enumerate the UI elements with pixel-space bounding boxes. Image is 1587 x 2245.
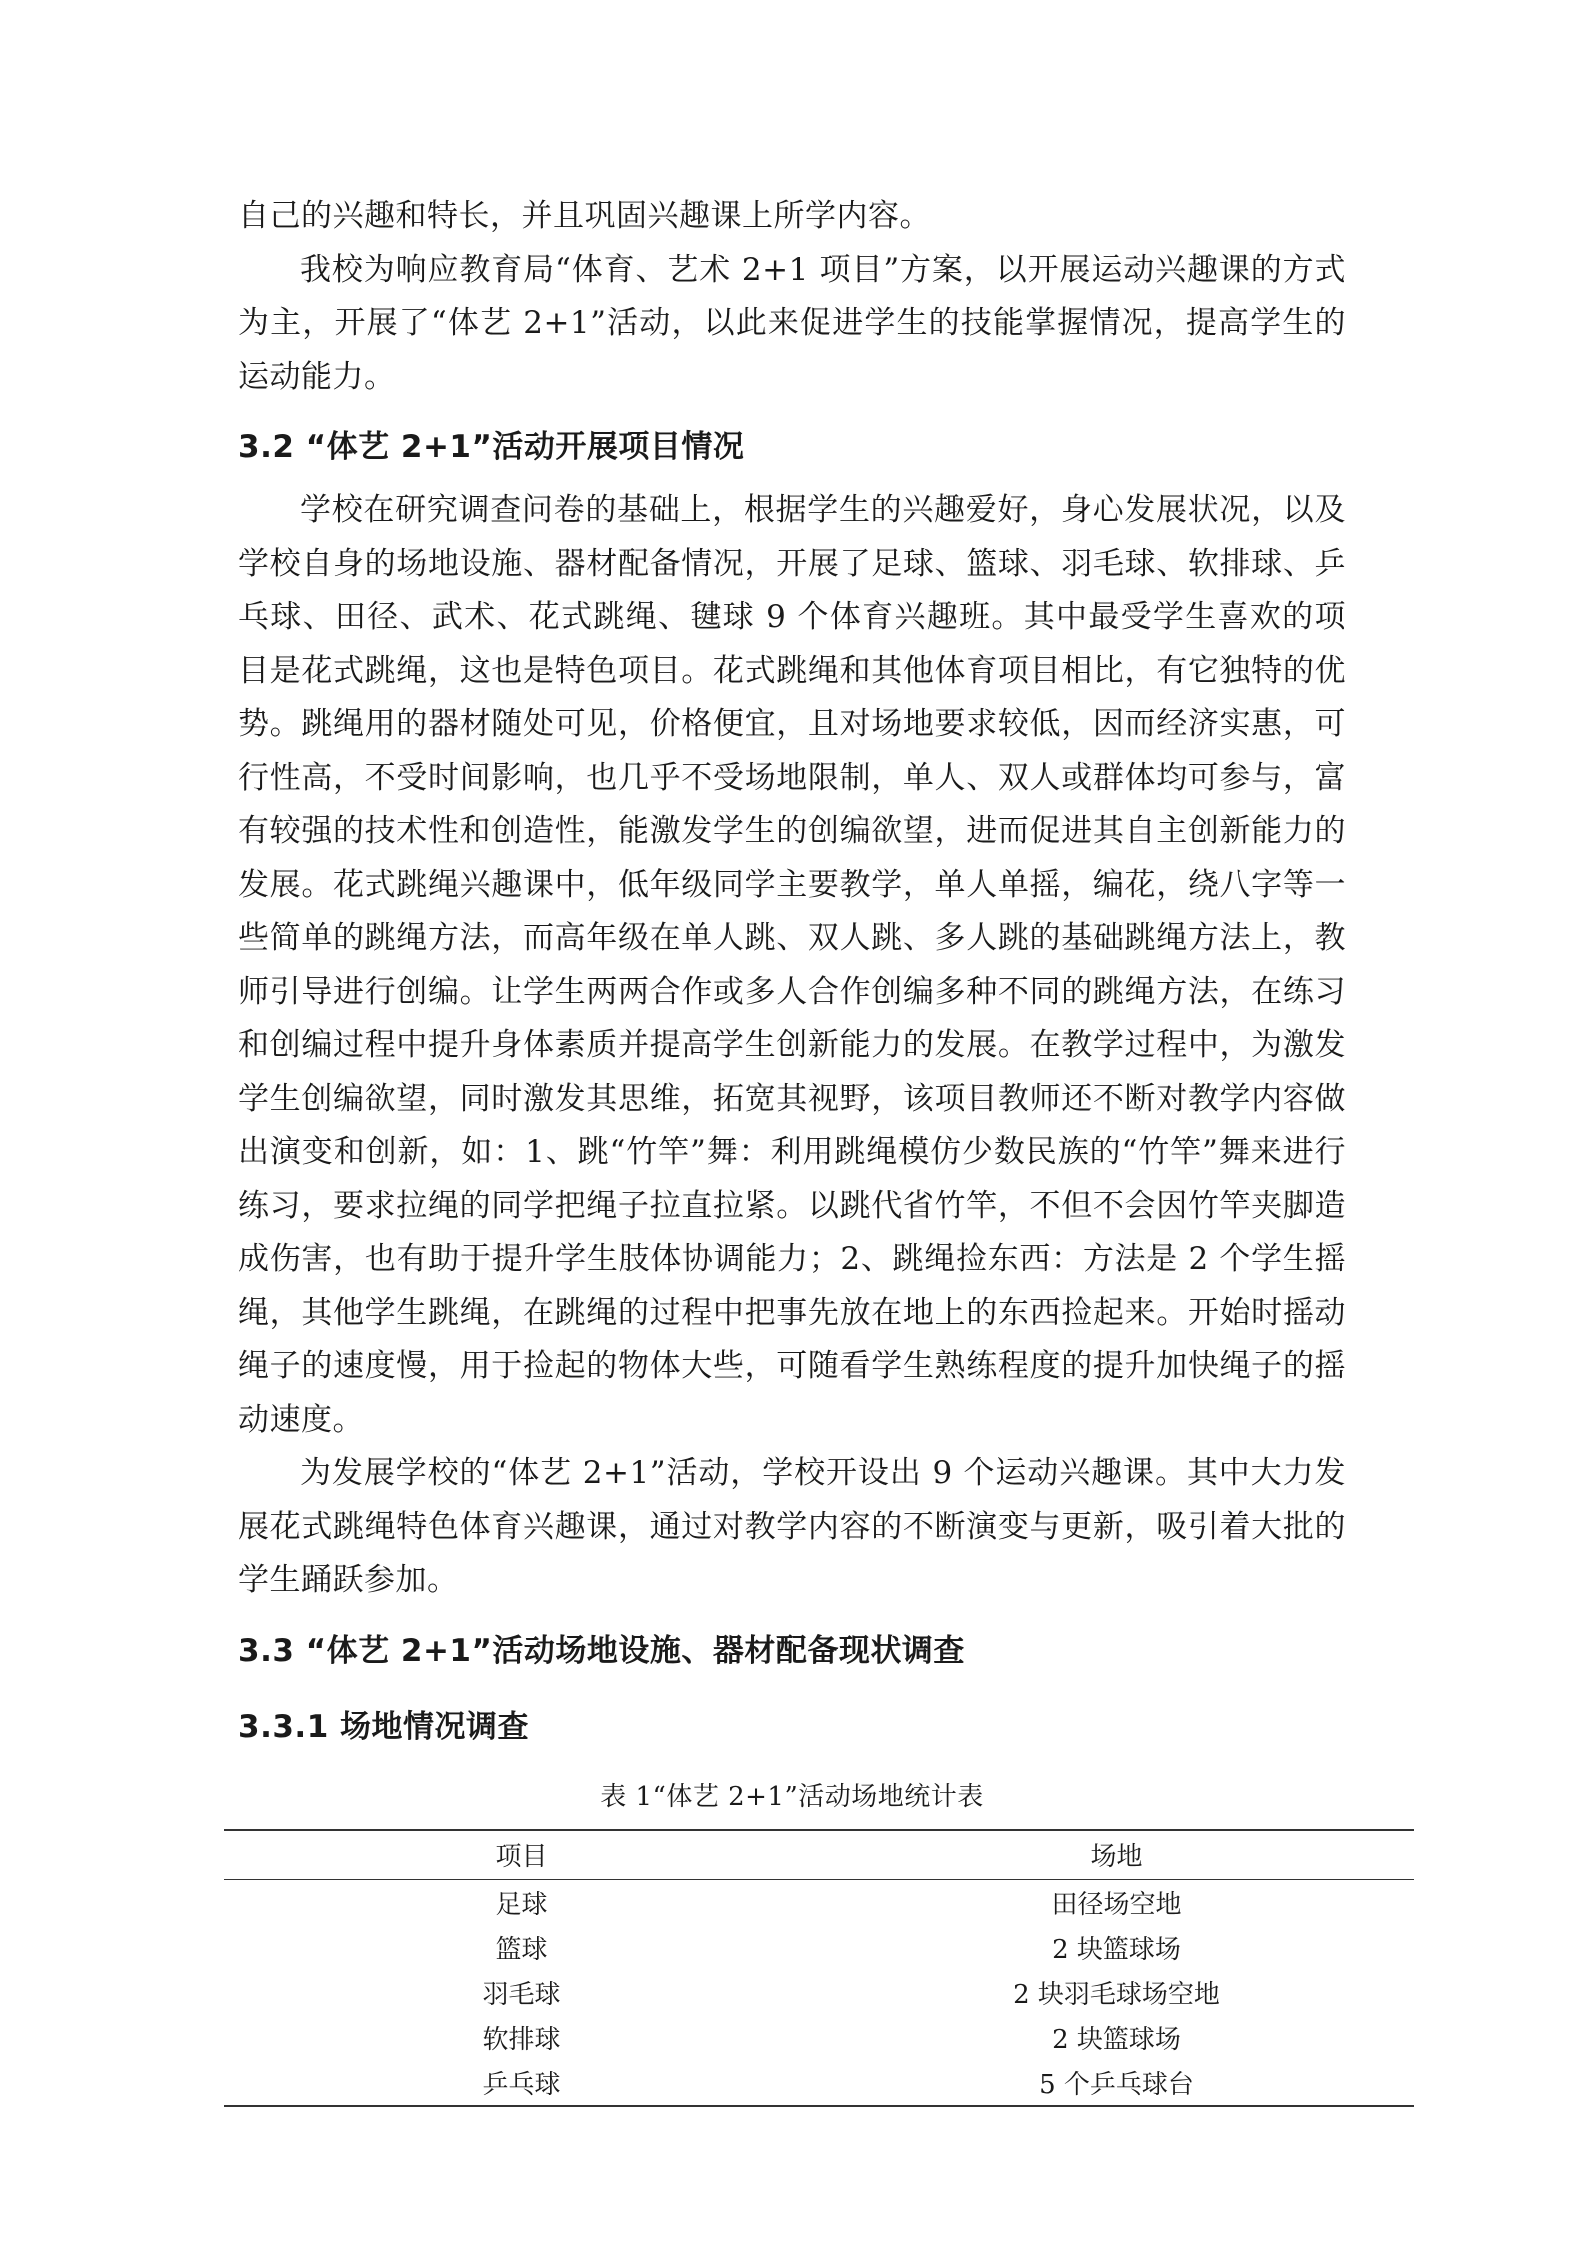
venue-table (224, 1829, 1414, 2107)
table-cell-project: 乒乓球 (482, 2069, 561, 2100)
paragraph-program-response: 我校为响应教育局“体育、艺术 2+1 项目”方案，以开展运动兴趣课的方式为主，开展了“体艺 2+1”活动，以此来促进学生的技能掌握情况，提高学生的运动能力。 (238, 251, 1346, 395)
column-header-venue: 场地 (819, 1830, 1414, 1880)
paragraph-project-details: 学校在研究调查问卷的基础上，根据学生的兴趣爱好，身心发展状况，以及学校自身的场地设施、器材配备情况，开展了足球、篮球、羽毛球、软排球、乒乓球、田径、武术、花式跳绳、毽球 9 个体育兴趣班。其中最受学生喜欢的项目是花式跳绳，这也是特色项目。花式跳绳和其他体育项目相比，有它独特的优势。跳绳用的器材随处可见，价格便宜，且对场地要求较低，因而经济实惠，可行性高，不受时间影响，也几乎不受场地限制，单人、双人或群体均可参与，富有较强的技术性和创造性，能激发学生的创编欲望，进而促进其自主创新能力的发展。花式跳绳兴趣课中，低年级同学主要教学，单人单摇，编花，绕八字等一些简单的跳绳方法，而高年级在单人跳、双人跳、多人跳的基础跳绳方法上，教师引导进行创编。让学生两两合作或多人合作创编多种不同的跳绳方法，在练习和创编过程中提升身体素质并提高学生创新能力的发展。在教学过程中，为激发学生创编欲望，同时激发其思维，拓宽其视野，该项目教师还不断对教学内容做出演变和创新，如：1、跳“竹竿”舞：利用跳绳模仿少数民族的“竹竿”舞来进行练习，要求拉绳的同学把绳子拉直拉紧。以跳代省竹竿，不但不会因竹竿夹脚造成伤害，也有助于提升学生肢体协调能力；2、跳绳捡东西：方法是 2 个学生摇绳，其他学生跳绳，在跳绳的过程中把事先放在地上的东西捡起来。开始时摇动绳子的速度慢，用于捡起的物体大些，可随看学生熟练程度的提升加快绳子的摇动速度。 (238, 492, 1346, 1438)
table-cell-venue: 5 个乒乓球台 (1039, 2069, 1194, 2100)
table-cell-venue: 2 块篮球场 (1052, 2024, 1181, 2055)
document-page (238, 190, 1346, 2107)
paragraph-development: 为发展学校的“体艺 2+1”活动，学校开设出 9 个运动兴趣课。其中大力发展花式跳绳特色体育兴趣课，通过对教学内容的不断演变与更新，吸引着大批的学生踊跃参加。 (238, 1455, 1346, 1598)
table-caption: 表 1“体艺 2+1”活动场地统计表 (600, 1781, 984, 1812)
section-heading-3-3: 3.3 “体艺 2+1”活动场地设施、器材配备现状调查 (238, 1632, 965, 1669)
table-cell-project: 羽毛球 (482, 1979, 561, 2010)
table-cell-project: 足球 (495, 1889, 548, 1920)
table-cell-project: 篮球 (495, 1934, 548, 1965)
table-row (224, 1970, 1414, 2015)
table-header-row (224, 1830, 1414, 1880)
table-cell-venue: 田径场空地 (1051, 1889, 1182, 1920)
table-row (224, 2060, 1414, 2106)
paragraph-intro-end: 自己的兴趣和特长，并且巩固兴趣课上所学内容。 (238, 198, 931, 234)
column-header-project: 项目 (224, 1830, 819, 1880)
section-heading-3-3-1: 3.3.1 场地情况调查 (238, 1708, 530, 1745)
table-cell-venue: 2 块羽毛球场空地 (1013, 1979, 1220, 2010)
table-row (224, 1879, 1414, 1925)
section-heading-3-2: 3.2 “体艺 2+1”活动开展项目情况 (238, 429, 745, 465)
table-cell-project: 软排球 (482, 2024, 561, 2055)
table-row (224, 1925, 1414, 1970)
table-row (224, 2015, 1414, 2060)
table-cell-venue: 2 块篮球场 (1052, 1934, 1181, 1965)
